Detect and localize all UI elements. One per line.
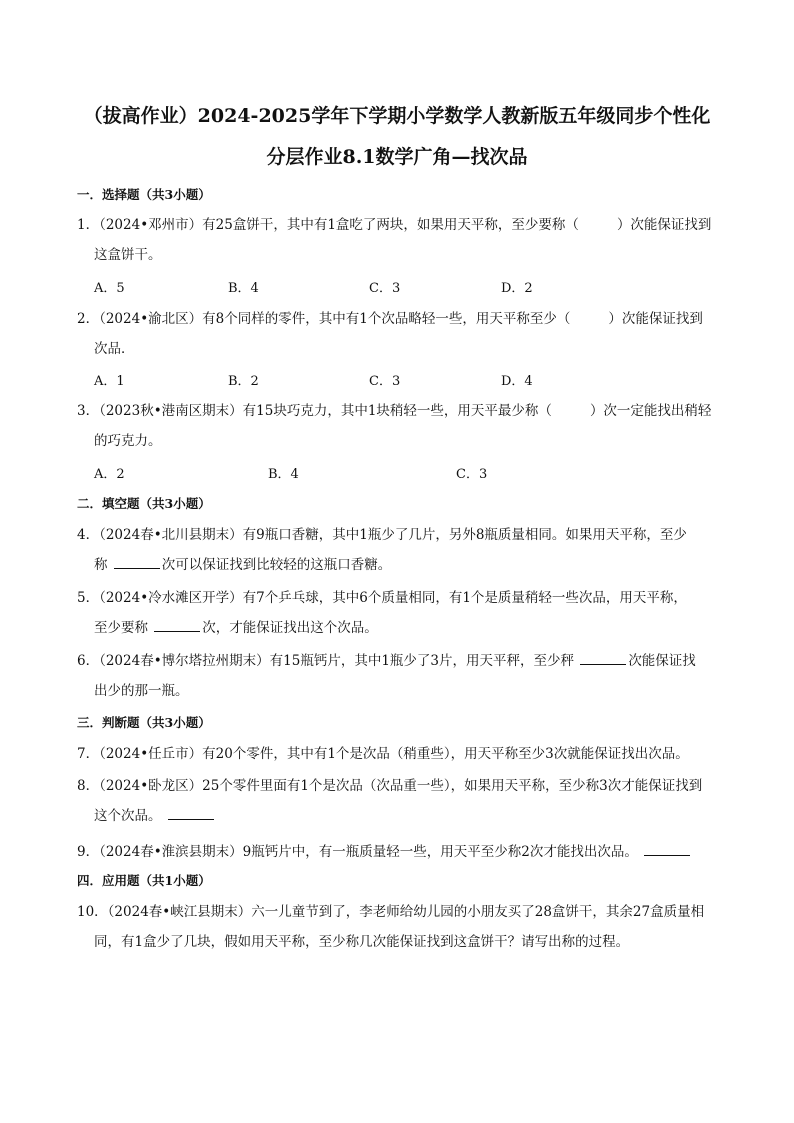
question-6	[77, 646, 719, 706]
q8-text-b: 这个次品。	[94, 808, 162, 824]
q10-text-a: 10．（2024春•峡江县期末）六一儿童节到了，李老师给幼儿园的小朋友买了28盒饼干，其余27盒质量相	[77, 904, 705, 920]
q4-text-b: 称	[94, 557, 108, 573]
q2-option-c: C．3	[369, 374, 401, 389]
q3-option-c: C．3	[456, 467, 488, 482]
q10-text-b: 同，有1盒少了几块，假如用天平称，至少称几次能保证找到这盒饼干？请写出称的过程。	[94, 934, 630, 950]
q3-option-b: B．4	[268, 467, 299, 482]
q6-answer-blank[interactable]	[580, 650, 626, 665]
q2-option-d: D．4	[501, 374, 533, 389]
q1-option-c: C．3	[369, 281, 401, 296]
q5-text-a: 5．（2024•冷水滩区开学）有7个乒乓球，其中6个质量相同，有1个是质量稍轻一些次品，用天平称，	[77, 590, 687, 606]
q3-text-c: 的巧克力。	[94, 433, 162, 449]
section-heading-application: 四．应用题（共1小题）	[77, 873, 211, 888]
q4-answer-blank[interactable]	[114, 554, 160, 569]
section-heading-fill: 二．填空题（共3小题）	[77, 496, 211, 511]
question-7	[77, 739, 719, 769]
q5-text-c: 次，才能保证找出这个次品。	[202, 620, 378, 636]
q1-text-b: ）次能保证找到	[616, 217, 712, 233]
page-title-line2: 分层作业8.1数学广角—找次品	[266, 146, 528, 168]
q6-text-b: 次能保证找	[628, 653, 696, 669]
q5-text-b: 至少要称	[94, 620, 148, 636]
question-10	[77, 897, 719, 957]
q8-answer-blank[interactable]	[168, 805, 214, 820]
q1-option-b: B．4	[228, 281, 259, 296]
q2-text-c: 次品．	[94, 341, 135, 357]
q8-text-a: 8．（2024•卧龙区）25个零件里面有1个是次品（次品重一些），如果用天平称，至少称3次才能保证找到	[77, 778, 703, 794]
q6-text-a: 6．（2024春•博尔塔拉州期末）有15瓶钙片，其中1瓶少了3片，用天平秤，至少秤	[77, 653, 575, 669]
q1-option-a: A．5	[94, 281, 125, 296]
q2-text-b: ）次能保证找到	[608, 311, 703, 327]
section-heading-judge: 三．判断题（共3小题）	[77, 715, 211, 730]
question-4	[77, 520, 719, 580]
q2-option-b: B．2	[228, 374, 259, 389]
question-8	[77, 771, 719, 831]
q4-text-c: 次可以保证找到比较轻的这瓶口香糖。	[161, 557, 392, 573]
q9-answer-blank[interactable]	[644, 841, 690, 856]
q7-text-a: 7．（2024•任丘市）有20个零件，其中有1个是次品（稍重些），用天平称至少3次就能保证找出次品。	[77, 746, 689, 762]
q1-option-d: D．2	[501, 281, 533, 296]
q3-text-b: ）次一定能找出稍轻	[589, 403, 712, 419]
q4-text-a: 4．（2024春•北川县期末）有9瓶口香糖，其中1瓶少了几片，另外8瓶质量相同。如果用天平称，至少	[77, 527, 687, 543]
question-5	[77, 583, 719, 643]
q9-text-a: 9．（2024春•淮滨县期末）9瓶钙片中，有一瓶质量轻一些，用天平至少称2次才能找出次品。	[77, 844, 638, 860]
page-title-line1: （拔高作业）2024-2025学年下学期小学数学人教新版五年级同步个性化	[83, 105, 711, 127]
question-3	[77, 396, 719, 456]
q3-option-a: A．2	[94, 467, 125, 482]
q1-text-a: 1．（2024•邓州市）有25盒饼干，其中有1盒吃了两块，如果用天平称，至少要称（	[77, 217, 579, 233]
q2-option-a: A．1	[94, 374, 125, 389]
question-9	[77, 837, 719, 867]
section-heading-choice: 一．选择题（共3小题）	[77, 187, 211, 202]
q5-answer-blank[interactable]	[154, 617, 200, 632]
q2-text-a: 2．（2024•渝北区）有8个同样的零件，其中有1个次品略轻一些，用天平称至少（	[77, 311, 571, 327]
q3-text-a: 3．（2023秋•港南区期末）有15块巧克力，其中1块稍轻一些，用天平最少称（	[77, 403, 552, 419]
question-2	[77, 304, 719, 364]
question-1	[77, 210, 719, 270]
q1-text-c: 这盒饼干。	[94, 247, 162, 263]
q6-text-c: 出少的那一瓶。	[94, 683, 189, 699]
